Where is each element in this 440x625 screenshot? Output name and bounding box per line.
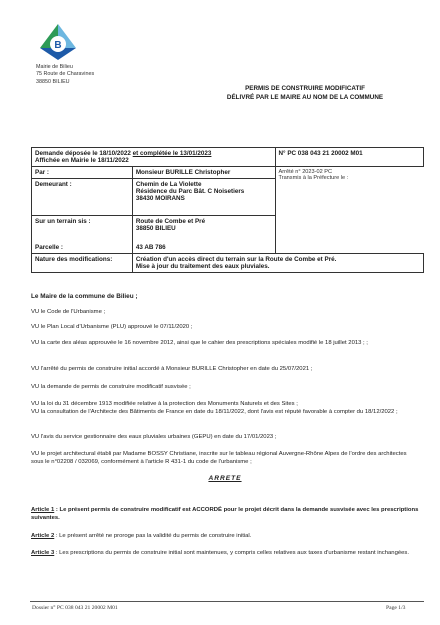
mayor-address <box>36 64 94 86</box>
applicant-address <box>132 179 275 216</box>
nature-value <box>132 254 423 273</box>
article-3-label: Article 3 <box>31 550 55 556</box>
address-line-2: Résidence du Parc Bât. C Noisetiers <box>135 188 245 195</box>
article-2 <box>31 533 419 541</box>
vu-permis-initial: VU l'arrêté du permis de construire initial accordé à Monsieur BURILLE Christopher en date du 25/07/2021 ; <box>31 366 313 372</box>
article-1-text: : Le présent permis de construire modificatif est ACCORDÉ pour le projet décrit dans la demande susvisée avec les prescriptions suivantes. <box>31 507 419 521</box>
title-line-2: DÉLIVRÉ PAR LE MAIRE AU NOM DE LA COMMUNE <box>226 93 384 101</box>
article-3 <box>31 550 419 558</box>
mayor-office: Mairie de Bilieu <box>36 64 73 70</box>
vu-gepu: VU l'avis du service gestionnaire des eaux pluviales urbaines (GEPU) en date du 17/01/2023 ; <box>31 434 277 440</box>
arrete-text: ARRETE <box>208 475 242 482</box>
nature-line-2: Mise à jour du traitement des eaux pluviales. <box>135 263 270 270</box>
article-1 <box>31 507 419 522</box>
deposit-date: Demande déposée le 18/10/2022 <box>35 150 131 157</box>
article-1-label: Article 1 <box>31 507 55 513</box>
vu-plu: VU le Plan Local d'Urbanisme (PLU) approuvé le 07/11/2020 ; <box>31 324 193 330</box>
demeurant-label: Demeurant : <box>32 179 133 216</box>
vu-architecte-bf: VU la consultation de l'Architecte des Bâtiments de France en date du 18/11/2022, dont l'avis est réputé favorable à compter du 18/12/2022 ; <box>31 409 398 415</box>
parcelle-value: 43 AB 786 <box>132 242 275 254</box>
mayor-street: 75 Route de Charavines <box>36 71 95 78</box>
arrete-number: Arrêté n° 2023-02 PC <box>278 169 333 175</box>
posted-date: Affichée en Mairie le 18/11/2022 <box>35 157 129 164</box>
vu-code-urbanisme: VU le Code de l'Urbanisme ; <box>31 309 106 315</box>
footer-divider <box>30 601 424 602</box>
terrain-label: Sur un terrain sis : <box>32 216 133 243</box>
vu-projet-architectural: VU le projet architectural établi par Madame BOSSY Christiane, inscrite sur le tableau régional Auvergne-Rhône Alpes de l'ordre des architectes sous le n°02208 / 032069, conformément à l'article R 431-1 du code de l'urbanisme ; <box>31 451 407 465</box>
article-2-text: : Le présent arrêté ne proroge pas la validité du permis de construire initial. <box>54 533 252 539</box>
parcelle-label: Parcelle : <box>32 242 133 254</box>
nature-line-1: Création d'un accès direct du terrain sur la Route de Combe et Pré. <box>135 256 337 263</box>
deposit-cell <box>32 148 276 167</box>
mayor-city: 38850 BILIEU <box>36 78 70 85</box>
applicant-name: Monsieur BURILLE Christopher <box>132 167 275 179</box>
vu-demande: VU la demande de permis de construire modificatif susvisée ; <box>31 384 191 390</box>
nature-label: Nature des modifications: <box>32 254 133 273</box>
document-title <box>190 85 420 102</box>
title-line-1: PERMIS DE CONSTRUIRE MODIFICATIF <box>245 85 365 92</box>
permit-number: N° PC 038 043 21 20002 M01 <box>275 148 424 167</box>
permit-info-table <box>31 147 424 273</box>
terrain-line-1: Route de Combe et Pré <box>135 218 206 225</box>
address-line-1: Chemin de La Violette <box>135 181 202 188</box>
footer-page: Page 1/3 <box>386 605 406 611</box>
arrete-heading <box>31 475 419 484</box>
par-label: Par : <box>32 167 133 179</box>
terrain-line-2: 38850 BILIEU <box>135 225 176 232</box>
vu-loi-1913: VU la loi du 31 décembre 1913 modifiée relative à la protection des Monuments Naturels et des Sites ; <box>31 401 298 407</box>
article-3-text: : Les prescriptions du permis de construire initial sont maintenues, y compris celles relatives aux taxes d'urbanisme restant inchangées. <box>54 550 409 556</box>
vu-carte-aleas: VU la carte des aléas approuvée le 16 novembre 2012, ainsi que le cahier des prescriptions spéciales modifié le 18 juillet 2013 ; ; <box>31 340 368 346</box>
article-2-label: Article 2 <box>31 533 55 539</box>
intro-line: Le Maire de la commune de Bilieu ; <box>31 293 138 300</box>
address-line-3: 38430 MOIRANS <box>135 195 185 202</box>
svg-text:B: B <box>54 40 62 51</box>
terrain-address <box>132 216 275 243</box>
footer-dossier: Dossier n° PC 038 043 21 20002 M01 <box>32 605 118 611</box>
arrete-info <box>275 167 424 216</box>
commune-logo <box>34 22 82 62</box>
completion-date: et complétée le 13/01/2023 <box>132 150 212 157</box>
transmis-prefecture: Transmis à la Préfecture le : <box>278 175 349 181</box>
